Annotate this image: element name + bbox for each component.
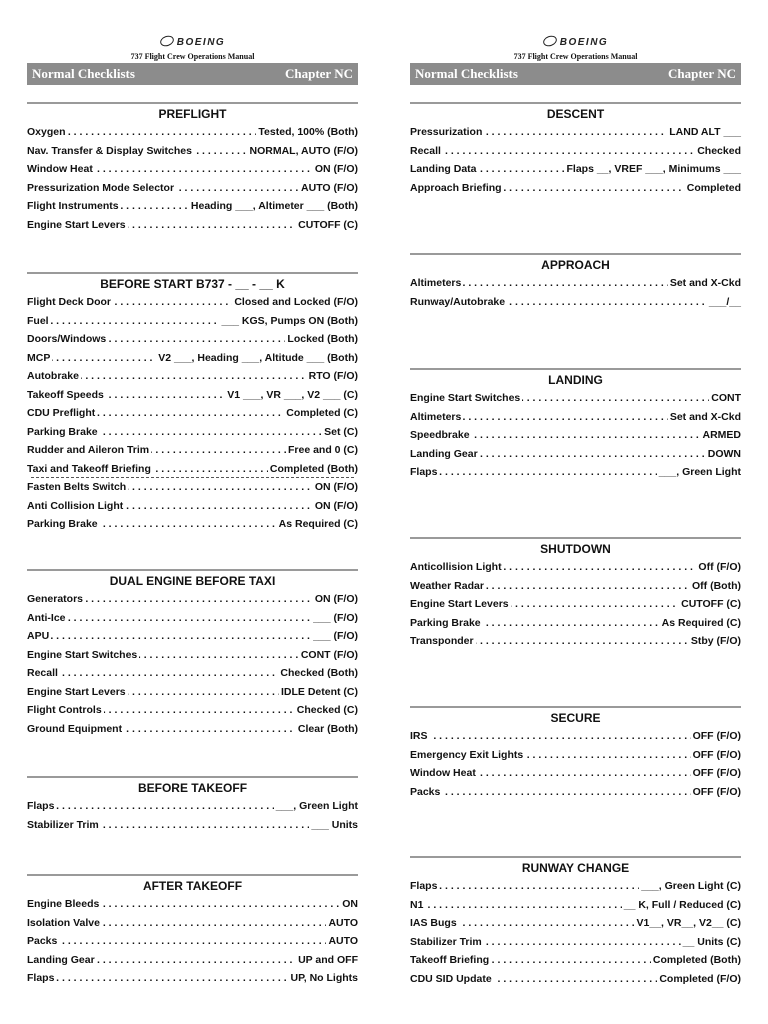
item-label: Landing Gear [410, 445, 480, 464]
item-label: Engine Start Levers [27, 216, 128, 235]
item-label: Pressurization [410, 123, 484, 142]
item-label: Speedbrake [410, 426, 472, 445]
item-label: Ground Equipment [27, 720, 124, 739]
checklist-item [410, 746, 741, 765]
checklist-before-takeoff [27, 776, 358, 834]
item-value: NORMAL, AUTO (F/O) [248, 142, 359, 161]
checklist-title: BEFORE START B737 - __ - __ K [27, 272, 358, 293]
item-value: ___ KGS, Pumps ON (Both) [219, 312, 358, 331]
item-value: UP and OFF [296, 951, 358, 970]
item-value: Completed (F/O) [657, 970, 741, 989]
checklist-item [410, 408, 741, 427]
item-value: DOWN [706, 445, 741, 464]
item-value: ___ Units [309, 816, 358, 835]
checklist-item [410, 179, 741, 198]
item-value: ON (F/O) [313, 590, 358, 609]
checklist-before-start [27, 272, 358, 534]
checklist-title: DESCENT [410, 102, 741, 123]
checklist-item [27, 330, 358, 349]
item-label: Recall [410, 142, 443, 161]
checklist-item [410, 933, 741, 952]
checklist-item [27, 216, 358, 235]
item-label: Flight Deck Door [27, 293, 113, 312]
item-label: Parking Brake [410, 614, 483, 633]
item-label: Weather Radar [410, 577, 486, 596]
item-label: CDU Preflight [27, 404, 97, 423]
item-label: Altimeters [410, 408, 463, 427]
checklist-item [27, 969, 358, 988]
item-value: CONT [709, 389, 741, 408]
item-value: LAND ALT ___ [667, 123, 741, 142]
checklist-item [410, 727, 741, 746]
item-value: ARMED [701, 426, 742, 445]
item-value: Heading ___, Altimeter ___ (Both) [189, 197, 358, 216]
item-value: AUTO [326, 914, 358, 933]
checklist-item [27, 404, 358, 423]
item-value: Set (C) [322, 423, 358, 442]
item-label: Engine Start Switches [27, 646, 139, 665]
item-label: Oxygen [27, 123, 68, 142]
item-label: Transponder [410, 632, 476, 651]
item-value: ON (F/O) [313, 497, 358, 516]
item-value: As Required (C) [660, 614, 741, 633]
checklist-item [27, 386, 358, 405]
item-label: Flaps [27, 797, 56, 816]
item-value: AUTO (F/O) [299, 179, 358, 198]
checklist-item [410, 896, 741, 915]
item-value: Off (Both) [690, 577, 741, 596]
item-label: APU [27, 627, 51, 646]
item-label: Taxi and Takeoff Briefing [27, 460, 153, 479]
item-value: Checked (Both) [278, 664, 358, 683]
boeing-logo-icon [158, 34, 175, 48]
item-value: CONT (F/O) [299, 646, 358, 665]
item-label: Altimeters [410, 274, 463, 293]
logo-text: BOEING [559, 37, 609, 48]
item-value: V1 ___, VR ___, V2 ___ (C) [225, 386, 358, 405]
header-right-label: Chapter NC [667, 66, 736, 81]
checklist-runway-change [410, 856, 741, 988]
dashed-separator [31, 477, 354, 478]
item-label: Fasten Belts Switch [27, 478, 128, 497]
item-label: Recall [27, 664, 60, 683]
item-label: IRS [410, 727, 430, 746]
item-label: Doors/Windows [27, 330, 108, 349]
item-label: Runway/Autobrake [410, 293, 507, 312]
checklist-title: LANDING [410, 368, 741, 389]
item-value: ___, Green Light [657, 463, 741, 482]
item-value: AUTO [326, 932, 358, 951]
header-right-label: Chapter NC [284, 66, 353, 81]
item-label: Engine Start Switches [410, 389, 522, 408]
item-label: Packs [27, 932, 59, 951]
boeing-logo-icon [541, 34, 558, 48]
checklist-item [410, 632, 741, 651]
checklist-item [410, 426, 741, 445]
dot-leader [27, 932, 358, 951]
item-label: Packs [410, 783, 442, 802]
item-label: N1 [410, 896, 425, 915]
item-value: ___ (F/O) [311, 609, 358, 628]
item-label: Anticollision Light [410, 558, 504, 577]
dot-leader [410, 142, 741, 161]
logo-text: BOEING [176, 37, 226, 48]
checklist-item [27, 816, 358, 835]
item-value: OFF (F/O) [691, 727, 741, 746]
checklist-item [27, 914, 358, 933]
item-value: __ K, Full / Reduced (C) [622, 896, 741, 915]
item-value: ON (F/O) [313, 478, 358, 497]
checklist-descent [410, 102, 741, 197]
item-value: OFF (F/O) [691, 783, 741, 802]
item-value: ___ (F/O) [311, 627, 358, 646]
checklist-approach [410, 253, 741, 311]
checklist-item [410, 558, 741, 577]
checklist-title: SHUTDOWN [410, 537, 741, 558]
item-value: UP, No Lights [289, 969, 358, 988]
item-value: V1__, VR__, V2__ (C) [635, 914, 741, 933]
item-label: Anti Collision Light [27, 497, 125, 516]
item-label: Window Heat [410, 764, 478, 783]
item-label: MCP [27, 349, 52, 368]
checklist-item [27, 609, 358, 628]
item-value: Clear (Both) [296, 720, 358, 739]
checklist-item [410, 160, 741, 179]
item-value: Locked (Both) [285, 330, 358, 349]
checklist-item [27, 646, 358, 665]
item-label: Fuel [27, 312, 51, 331]
item-value: Completed (Both) [268, 460, 358, 479]
item-label: Parking Brake [27, 515, 100, 534]
checklist-item [410, 142, 741, 161]
checklist-item [27, 951, 358, 970]
item-value: OFF (F/O) [691, 746, 741, 765]
item-value: ___, Green Light [274, 797, 358, 816]
item-label: Approach Briefing [410, 179, 504, 198]
item-value: ON [340, 895, 358, 914]
checklist-item [27, 197, 358, 216]
item-value: Closed and Locked (F/O) [232, 293, 358, 312]
item-value: Stby (F/O) [689, 632, 741, 651]
item-label: Flaps [27, 969, 56, 988]
boeing-logo [410, 36, 741, 48]
item-value: Free and 0 (C) [286, 441, 358, 460]
item-label: Engine Start Levers [27, 683, 128, 702]
item-value: ___, Green Light (C) [639, 877, 741, 896]
item-value: Completed (Both) [651, 951, 741, 970]
item-label: Emergency Exit Lights [410, 746, 525, 765]
item-value: Completed [685, 179, 741, 198]
item-value: V2 ___, Heading ___, Altitude ___ (Both) [156, 349, 358, 368]
checklist-item [410, 614, 741, 633]
checklist-item [27, 701, 358, 720]
item-label: Stabilizer Trim [410, 933, 484, 952]
checklist-item [410, 783, 741, 802]
header-left-label: Normal Checklists [32, 66, 135, 81]
dot-leader [27, 627, 358, 646]
checklist-item [410, 445, 741, 464]
checklist-title: APPROACH [410, 253, 741, 274]
item-label: Generators [27, 590, 85, 609]
checklist-item [27, 367, 358, 386]
checklist-item [27, 627, 358, 646]
item-value: Checked (C) [295, 701, 358, 720]
item-value: Off (F/O) [696, 558, 741, 577]
item-value: OFF (F/O) [691, 764, 741, 783]
checklist-item [27, 515, 358, 534]
checklist-title: SECURE [410, 706, 741, 727]
checklist-secure [410, 706, 741, 801]
item-value: RTO (F/O) [307, 367, 358, 386]
checklist-item [410, 389, 741, 408]
item-label: Pressurization Mode Selector [27, 179, 176, 198]
item-value: CUTOFF (C) [296, 216, 358, 235]
item-label: Takeoff Briefing [410, 951, 491, 970]
item-value: Set and X-Ckd [668, 408, 741, 427]
manual-title: 737 Flight Crew Operations Manual [513, 52, 638, 61]
checklist-title: PREFLIGHT [27, 102, 358, 123]
checklist-item [410, 764, 741, 783]
item-value: Completed (C) [284, 404, 358, 423]
checklist-item [27, 179, 358, 198]
checklist-item [410, 970, 741, 989]
item-label: Flaps [410, 463, 439, 482]
checklist-item [27, 590, 358, 609]
checklist-item [27, 142, 358, 161]
checklist-item [410, 274, 741, 293]
checklist-item [410, 123, 741, 142]
item-label: CDU SID Update [410, 970, 494, 989]
checklist-item [410, 577, 741, 596]
item-label: Parking Brake [27, 423, 100, 442]
checklist-title: RUNWAY CHANGE [410, 856, 741, 877]
item-value: IDLE Detent (C) [279, 683, 358, 702]
item-label: Rudder and Aileron Trim [27, 441, 151, 460]
item-value: CUTOFF (C) [679, 595, 741, 614]
checklist-item [27, 932, 358, 951]
checklist-item [410, 293, 741, 312]
item-value: Tested, 100% (Both) [256, 123, 358, 142]
checklist-item [27, 123, 358, 142]
checklist-item [410, 877, 741, 896]
checklist-item [27, 160, 358, 179]
checklist-item [27, 349, 358, 368]
item-label: Window Heat [27, 160, 95, 179]
checklist-item [27, 797, 358, 816]
item-label: Autobrake [27, 367, 81, 386]
item-value: __ Units (C) [681, 933, 741, 952]
checklist-item [27, 720, 358, 739]
checklist-item [27, 441, 358, 460]
item-label: IAS Bugs [410, 914, 459, 933]
item-value: Set and X-Ckd [668, 274, 741, 293]
item-value: As Required (C) [277, 515, 358, 534]
dot-leader [27, 609, 358, 628]
checklist-item [410, 595, 741, 614]
checklist-item [410, 914, 741, 933]
item-value: ON (F/O) [313, 160, 358, 179]
checklist-item [27, 478, 358, 497]
item-label: Anti-Ice [27, 609, 68, 628]
checklist-preflight [27, 102, 358, 234]
item-label: Stabilizer Trim [27, 816, 101, 835]
checklist-item [27, 683, 358, 702]
chapter-header [410, 63, 741, 85]
item-value: Checked [695, 142, 741, 161]
item-value: ___/__ [707, 293, 741, 312]
checklist-title: DUAL ENGINE BEFORE TAXI [27, 569, 358, 590]
boeing-logo [27, 36, 358, 48]
checklist-landing [410, 368, 741, 482]
manual-title: 737 Flight Crew Operations Manual [130, 52, 255, 61]
item-label: Nav. Transfer & Display Switches [27, 142, 194, 161]
item-label: Isolation Valve [27, 914, 102, 933]
checklist-after-takeoff [27, 874, 358, 988]
item-label: Engine Start Levers [410, 595, 511, 614]
chapter-header [27, 63, 358, 85]
checklist-item [410, 463, 741, 482]
item-label: Takeoff Speeds [27, 386, 106, 405]
item-label: Flaps [410, 877, 439, 896]
checklist-item [410, 951, 741, 970]
item-label: Engine Bleeds [27, 895, 101, 914]
item-value: Flaps __, VREF ___, Minimums ___ [565, 160, 742, 179]
header-left-label: Normal Checklists [415, 66, 518, 81]
item-label: Flight Controls [27, 701, 104, 720]
checklist-item [27, 895, 358, 914]
checklist-item [27, 293, 358, 312]
checklist-dual-engine-before-taxi [27, 569, 358, 738]
checklist-item [27, 460, 358, 479]
checklist-title: BEFORE TAKEOFF [27, 776, 358, 797]
item-label: Flight Instruments [27, 197, 121, 216]
checklist-item [27, 497, 358, 516]
checklist-item [27, 423, 358, 442]
item-label: Landing Data [410, 160, 479, 179]
checklist-shutdown [410, 537, 741, 651]
checklist-title: AFTER TAKEOFF [27, 874, 358, 895]
checklist-item [27, 664, 358, 683]
checklist-item [27, 312, 358, 331]
item-label: Landing Gear [27, 951, 97, 970]
